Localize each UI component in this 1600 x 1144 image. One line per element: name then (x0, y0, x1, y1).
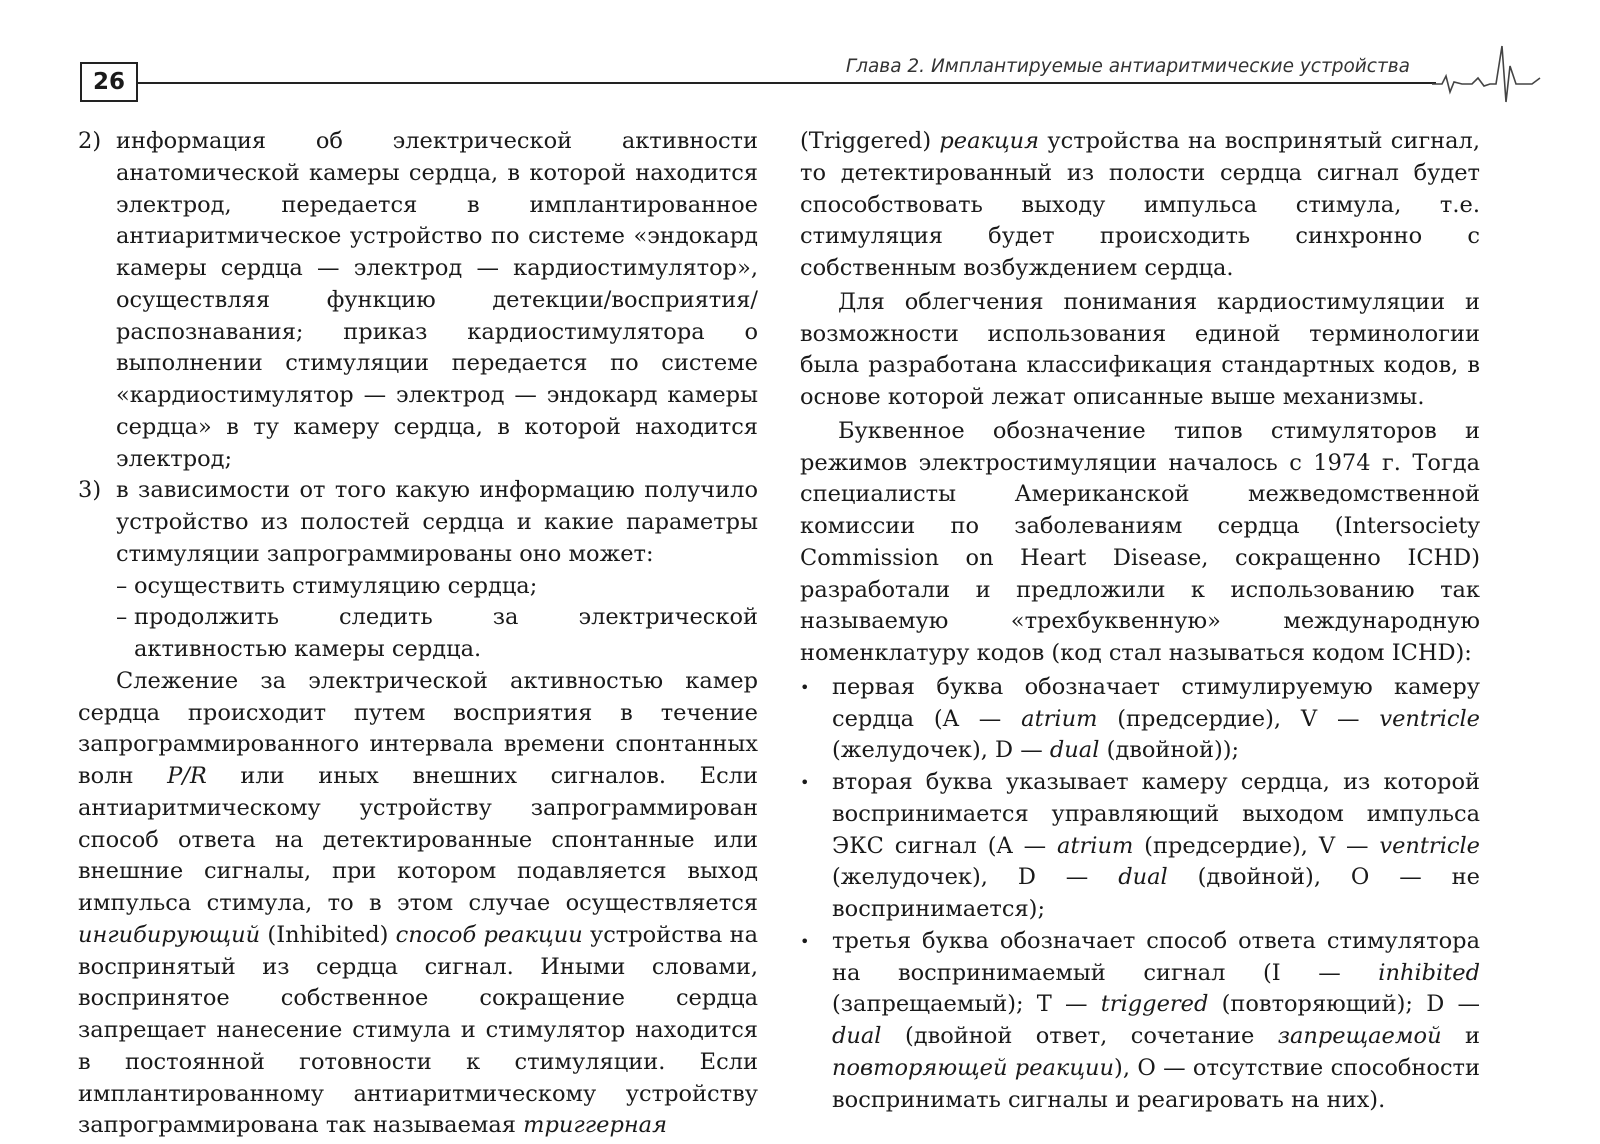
text-run: (запрещаемый); T — (832, 991, 1101, 1018)
italic-run: inhibited (1378, 959, 1480, 986)
text-run: (двойной ответ, сочетание (881, 1023, 1278, 1049)
text-run: ), O — отсутствие способности воспринимать сигналы и реагировать на них). (832, 1054, 1481, 1113)
page-number: 26 (80, 62, 138, 102)
italic-run: P/R (167, 763, 207, 789)
bullet-item-text (832, 767, 1480, 926)
paragraph (78, 666, 758, 1142)
dash-marker: – (116, 572, 128, 599)
text-run: устройства на воспринятый сигнал, то детектированный из полости сердца сигнал будет способствовать выходу импульса стимула, т.е. стимуляция будет происходить синхронно с собственным возбуждением сердца. (800, 128, 1480, 281)
text-run: и (1441, 1023, 1480, 1049)
text-run: (предсердие), V — (1133, 832, 1380, 859)
italic-run: ингибирующий (78, 921, 261, 948)
bullet-marker: • (800, 677, 810, 697)
paragraph: Для облегчения понимания кардиостимуляции и возможности использования единой терминологии была разработана классификация стандартных кодов, в основе которой лежат описанные выше механизмы. (800, 288, 1480, 410)
italic-run: реакция (939, 128, 1040, 154)
bullet-marker: • (800, 931, 810, 951)
chapter-title: Глава 2. Имплантируемые антиаритмические устройства (845, 56, 1410, 77)
italic-run: запрещаемой (1277, 1023, 1442, 1049)
italic-run: dual (1049, 737, 1100, 764)
text-run: (двойной)); (1099, 737, 1240, 764)
italic-run: atrium (1021, 705, 1098, 732)
text-run: (желудочек), D — (832, 864, 1119, 891)
text-run: третья буква обозначает способ ответа стимулятора на воспринимаемый сигнал (I — (832, 927, 1480, 986)
list-number: 2) (78, 128, 102, 154)
bullet-item-text (832, 926, 1480, 1117)
ecg-waveform-icon (1432, 26, 1542, 106)
text-run: устройства на воспринятый из сердца сигнал. Иными словами, воспринятое собственное сокращение сердца запрещает нанесение стимула и стимулятор находится в постоянной готовности к стимуляции. Если имплантированному антиаритмическому устройству запрограммирована так называемая (78, 921, 758, 1139)
list-number: 3) (78, 477, 102, 504)
italic-run: atrium (1057, 832, 1134, 859)
italic-run: ventricle (1379, 705, 1480, 732)
italic-run: triggered (1100, 991, 1209, 1018)
text-run: (Triggered) (800, 128, 940, 154)
dash-item-text: продолжить следить за электрической активностью камеры сердца. (134, 604, 758, 662)
list-item-text: информация об электрической активности анатомической камеры сердца, в которой находится электрод, передается в имплантированное антиаритмическое устройство по системе «эндокард камеры сердца — электрод — кардиостимулятор», осуществляя функцию детекции/восприятия/распознавания; приказ кардиостимулятора о выполнении стимуляции передается по системе «кардиостимулятор — электрод — эндокард камеры сердца» в ту камеру сердца, в которой находится электрод; (116, 128, 758, 472)
text-run: (Inhibited) (260, 921, 396, 948)
text-run: (желудочек), D — (832, 737, 1050, 764)
bullet-list-item (800, 672, 1480, 767)
bullet-list-item (800, 767, 1480, 926)
text-run: или иных внешних сигналов. Если антиаритмическому устройству запрограммирован способ ответа на детектированные спонтанные или внешние сигналы, при котором подавляется выход импульса стимула, то в этом случае осуществляется (78, 763, 758, 916)
italic-run: dual (1118, 864, 1168, 891)
paragraph (800, 126, 1480, 285)
list-item (78, 475, 758, 570)
list-item (78, 126, 758, 475)
text-run: (повторяющий); D — (1208, 991, 1480, 1018)
italic-run: dual (832, 1023, 882, 1049)
paragraph: Буквенное обозначение типов стимуляторов и режимов электростимуляции началось с 1974 г. Тогда специалисты Американской межведомственной комиссии по заболеваниям сердца (Intersociety Commission on Heart Disease, сокращенно ICHD) разработали и предложили к использованию так называемую «трехбуквенную» международную номенклатуру кодов (код стал называться кодом ICHD): (800, 417, 1480, 666)
header-rule (136, 82, 1436, 84)
text-run: первая буква обозначает стимулируемую камеру сердца (A — (832, 673, 1480, 732)
dash-list-item (78, 602, 758, 666)
dash-list-item (78, 571, 758, 603)
italic-run: способ реакции (395, 921, 583, 948)
bullet-marker: • (800, 773, 810, 792)
dash-marker: – (116, 604, 128, 631)
dash-item-text: осуществить стимуляцию сердца; (134, 572, 538, 599)
text-run: (двойной), O — не воспринимается); (832, 864, 1480, 922)
italic-run: ventricle (1379, 832, 1480, 859)
text-run: (предсердие), V — (1097, 705, 1380, 732)
bullet-list-item (800, 926, 1480, 1117)
right-column (800, 126, 1480, 1116)
text-run: Слежение за электрической активностью камер сердца происходит путем восприятия в течение запрограммированного интервала времени спонтанных волн (78, 667, 758, 789)
left-column (78, 126, 758, 1144)
text-run: вторая буква указывает камеру сердца, из которой воспринимается управляющий выходом импульса ЭКС сигнал (A — (832, 769, 1480, 859)
italic-run: триггерная (523, 1112, 667, 1139)
italic-run: повторяющей реакции (832, 1054, 1115, 1081)
bullet-item-text (832, 672, 1480, 767)
list-item-text: в зависимости от того какую информацию получило устройство из полостей сердца и какие параметры стимуляции запрограммированы оно может: (116, 477, 758, 567)
page-header (70, 20, 1540, 110)
